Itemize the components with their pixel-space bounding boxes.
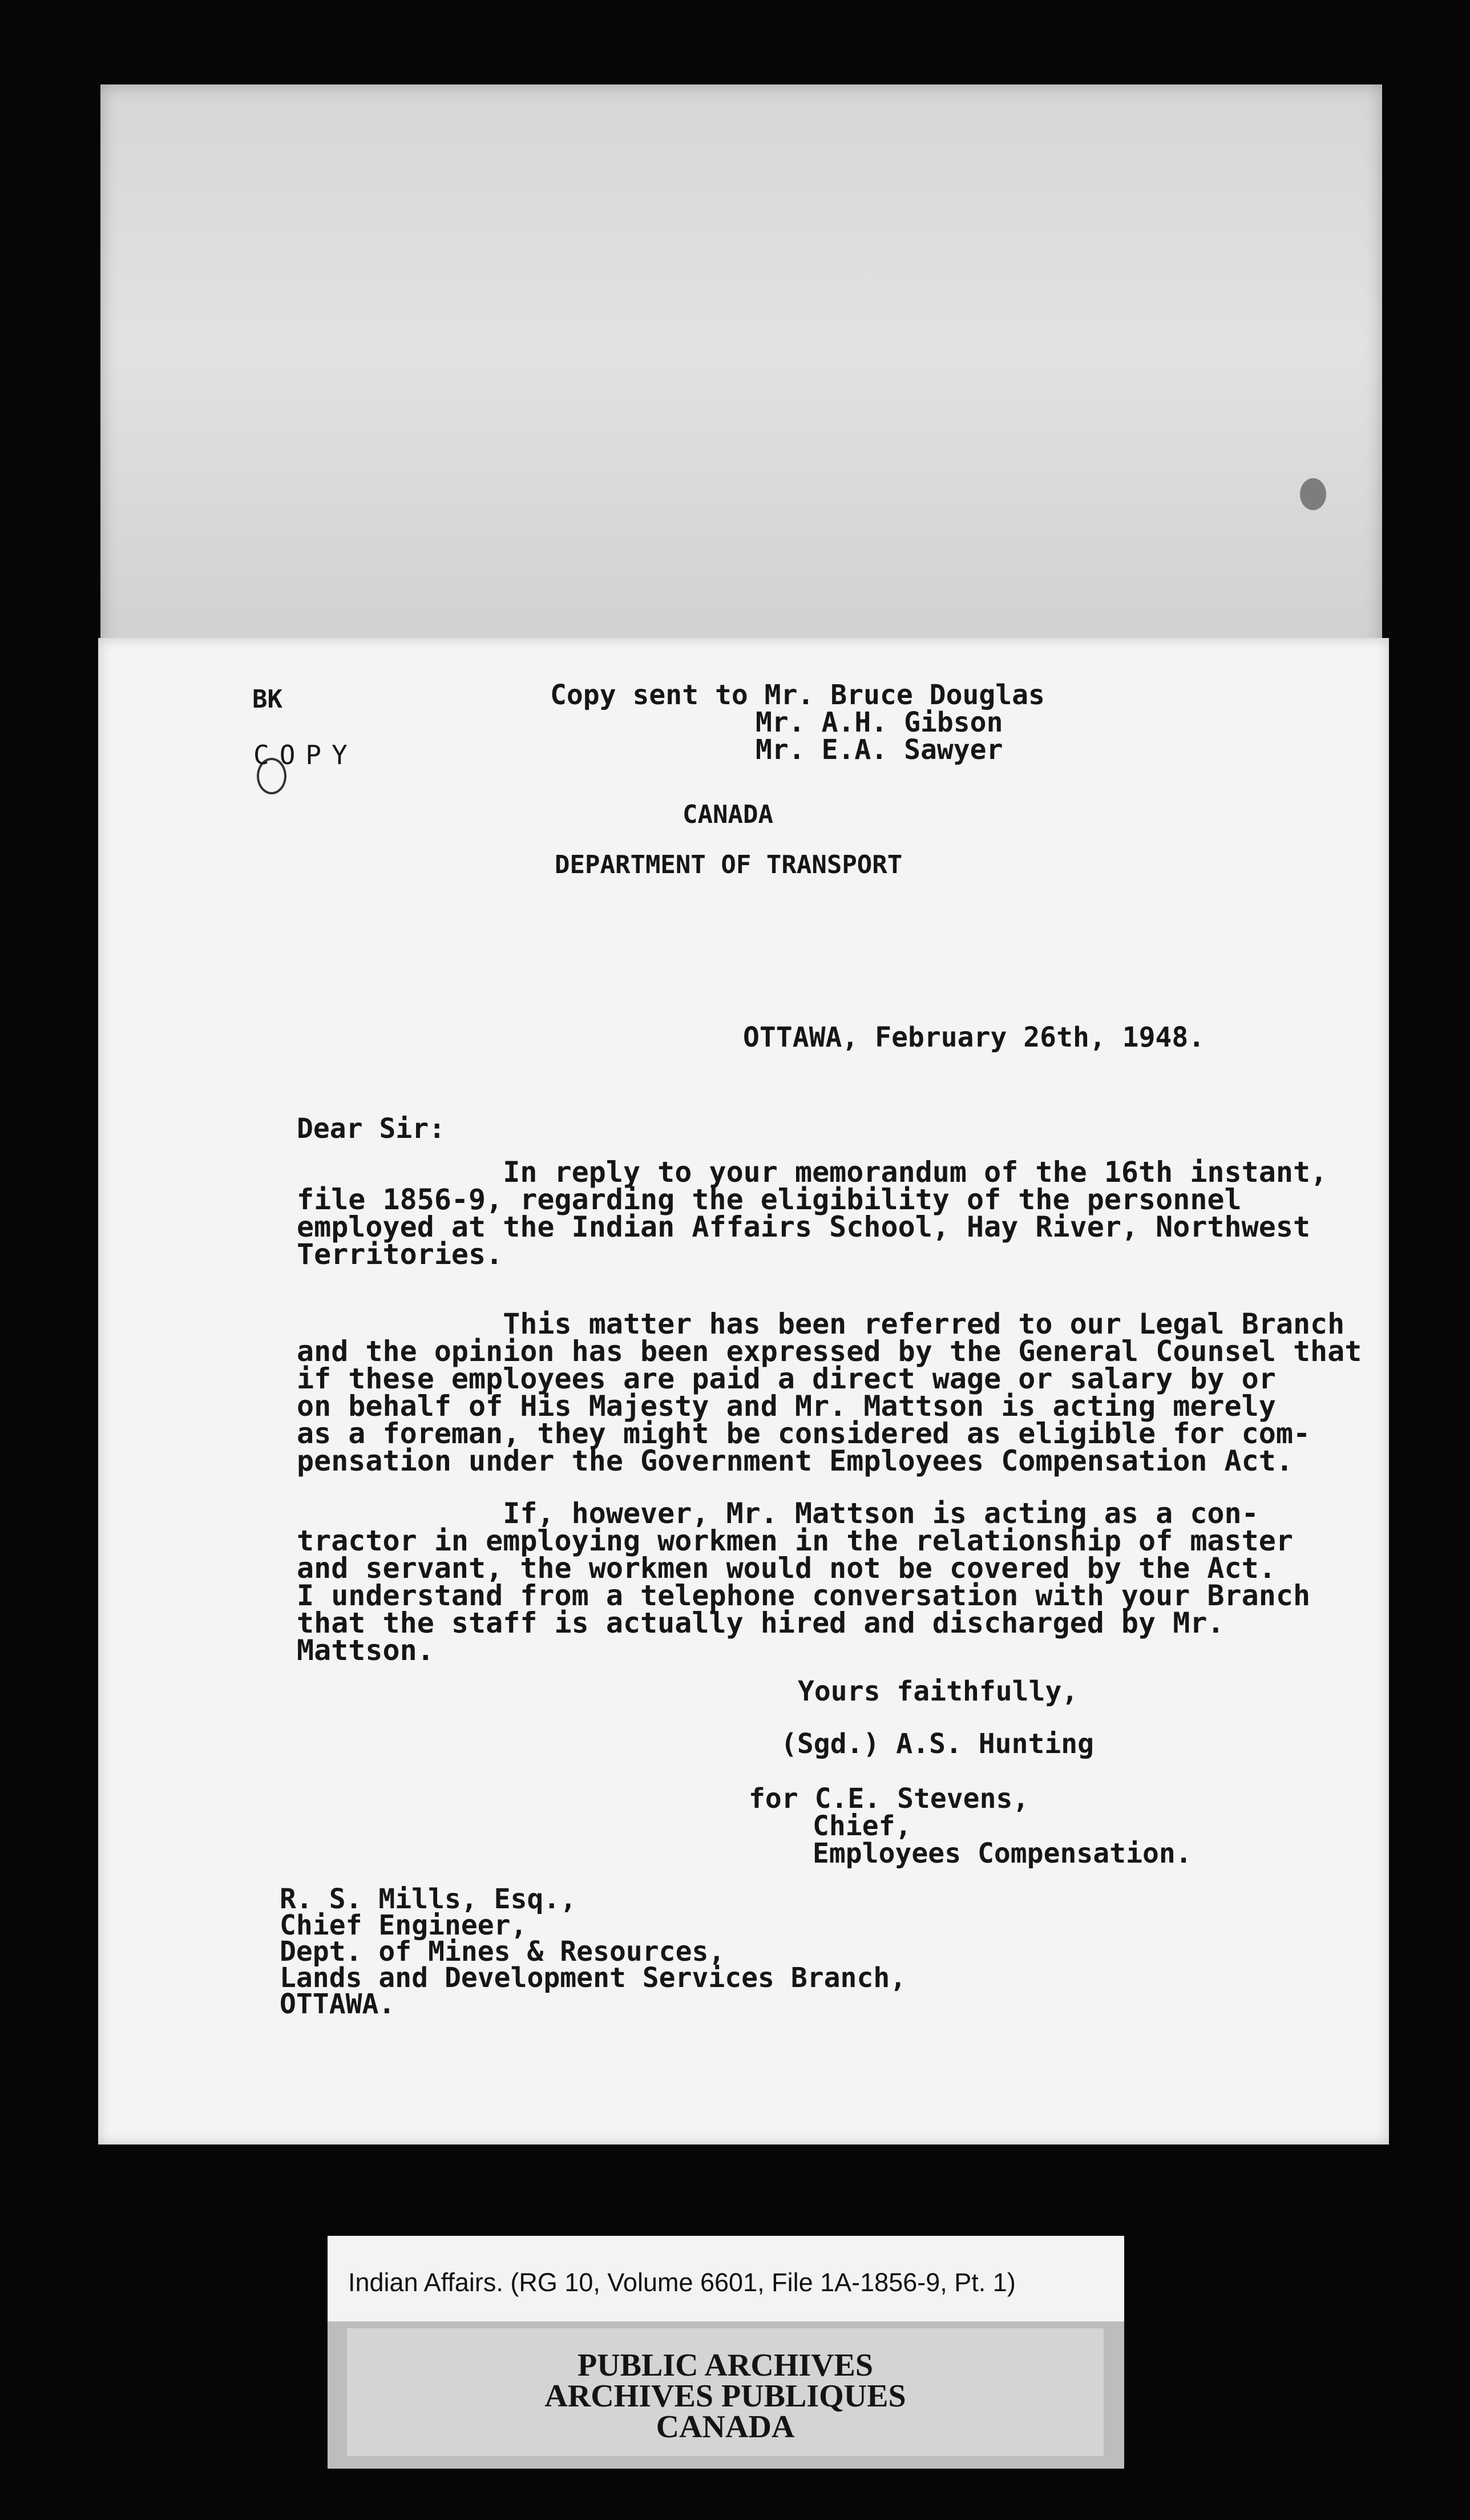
body-line: If, however, Mr. Mattson is acting as a con- xyxy=(297,1497,1259,1530)
archive-line-3: CANADA xyxy=(656,2409,795,2445)
closing-for: for C.E. Stevens, xyxy=(749,1783,1029,1815)
recipient-line: R. S. Mills, Esq., xyxy=(280,1883,577,1915)
body-line: and the opinion has been expressed by the General Counsel that xyxy=(297,1335,1362,1368)
dateline: OTTAWA, February 26th, 1948. xyxy=(743,1021,1205,1053)
body-line: file 1856-9, regarding the eligibility of the personnel xyxy=(297,1183,1242,1216)
archive-reference: Indian Affairs. (RG 10, Volume 6601, File 1A-1856-9, Pt. 1) xyxy=(348,2268,1016,2297)
recipient-line: OTTAWA. xyxy=(280,1988,395,2020)
body-line: that the staff is actually hired and discharged by Mr. xyxy=(297,1606,1225,1639)
letterhead-country: CANADA xyxy=(682,800,773,829)
archive-stamp-inner xyxy=(347,2328,1104,2456)
copy-sent-to: Copy sent to Mr. Bruce Douglas xyxy=(550,679,1045,711)
archive-line-2: ARCHIVES PUBLIQUES xyxy=(544,2378,906,2414)
recipient-line: Chief Engineer, xyxy=(280,1909,527,1941)
ink-smudge xyxy=(1300,478,1326,510)
body-line: This matter has been referred to our Legal Branch xyxy=(297,1307,1345,1340)
body-line: on behalf of His Majesty and Mr. Mattson is acting merely xyxy=(297,1390,1276,1423)
closing-title2: Employees Compensation. xyxy=(813,1838,1192,1869)
archive-reference-label xyxy=(328,2236,1124,2321)
copy-label: COPY xyxy=(253,740,358,770)
body-line: In reply to your memorandum of the 16th instant, xyxy=(297,1156,1328,1189)
body-line: tractor in employing workmen in the relationship of master xyxy=(297,1524,1293,1557)
letter-page xyxy=(98,638,1389,2145)
body-line: I understand from a telephone conversation with your Branch xyxy=(297,1579,1311,1612)
cc-sawyer: Mr. E.A. Sawyer xyxy=(756,734,1003,766)
closing-yours: Yours faithfully, xyxy=(798,1675,1079,1707)
body-line: pensation under the Government Employees Compensation Act. xyxy=(297,1444,1293,1477)
archive-stamp xyxy=(328,2321,1124,2469)
closing-title1: Chief, xyxy=(813,1810,912,1842)
closing-signed: (Sgd.) A.S. Hunting xyxy=(781,1728,1095,1760)
body-line: if these employees are paid a direct wage or salary by or xyxy=(297,1362,1276,1395)
body-line: employed at the Indian Affairs School, Hay River, Northwest xyxy=(297,1210,1311,1243)
cc-gibson: Mr. A.H. Gibson xyxy=(756,706,1003,738)
salutation: Dear Sir: xyxy=(297,1113,446,1145)
initials: BK xyxy=(252,685,282,714)
body-line: Mattson. xyxy=(297,1634,434,1667)
letterhead-department: DEPARTMENT OF TRANSPORT xyxy=(555,850,903,879)
body-line: Territories. xyxy=(297,1238,503,1271)
recipient-line: Dept. of Mines & Resources, xyxy=(280,1936,725,1968)
body-line: and servant, the workmen would not be covered by the Act. xyxy=(297,1552,1276,1585)
underlying-sheet xyxy=(100,84,1382,661)
body-line: as a foreman, they might be considered as eligible for com- xyxy=(297,1417,1311,1450)
recipient-line: Lands and Development Services Branch, xyxy=(280,1962,907,1994)
archive-line-1: PUBLIC ARCHIVES xyxy=(577,2348,874,2383)
